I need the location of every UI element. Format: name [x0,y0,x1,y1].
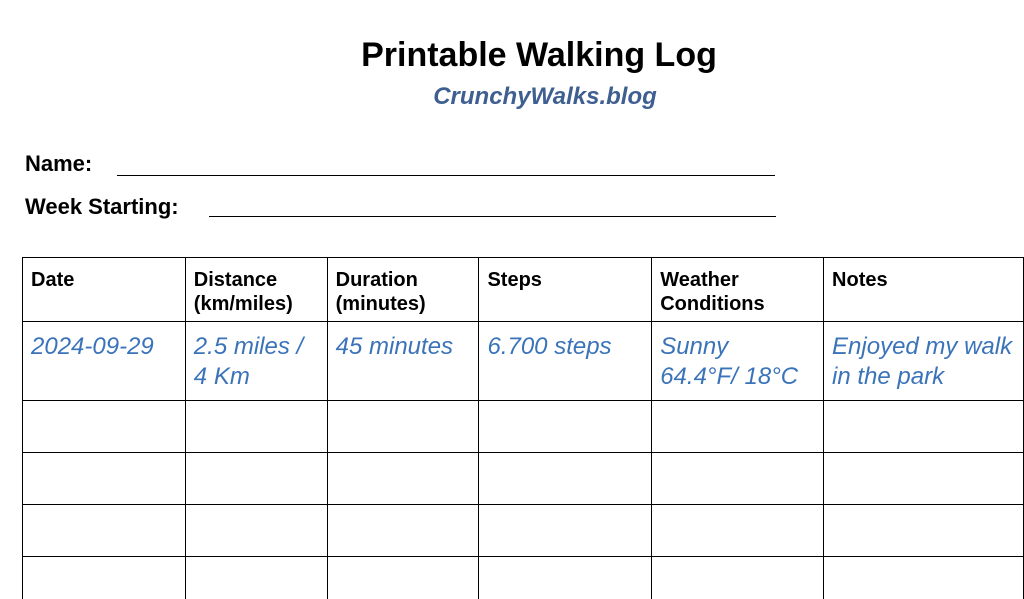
page-title: Printable Walking Log [361,36,717,74]
table-row [23,401,1024,453]
column-header-steps: Steps [479,258,652,322]
column-header-weather: Weather Conditions [652,258,824,322]
distance-cell[interactable] [185,401,327,453]
weather-cell[interactable] [652,401,824,453]
distance-cell[interactable] [185,557,327,599]
steps-cell[interactable] [479,453,652,505]
steps-cell[interactable] [479,401,652,453]
date-cell[interactable] [23,557,186,599]
duration-cell[interactable] [327,453,479,505]
column-header-duration: Duration (minutes) [327,258,479,322]
distance-cell[interactable]: 2.5 miles / 4 Km [185,322,327,401]
week-starting-label: Week Starting: [25,194,179,219]
column-header-date: Date [23,258,186,322]
column-header-distance: Distance (km/miles) [185,258,327,322]
date-cell[interactable]: 2024-09-29 [23,322,186,401]
table-row [23,453,1024,505]
name-label: Name: [25,151,93,176]
date-cell[interactable] [23,401,186,453]
notes-cell[interactable] [824,557,1024,599]
notes-cell[interactable] [824,453,1024,505]
notes-cell[interactable] [824,505,1024,557]
weather-cell[interactable] [652,557,824,599]
duration-cell[interactable] [327,401,479,453]
steps-cell[interactable]: 6.700 steps [479,322,652,401]
duration-cell[interactable]: 45 minutes [327,322,479,401]
week-starting-field[interactable] [209,216,776,217]
weather-cell[interactable] [652,505,824,557]
weather-cell[interactable] [652,453,824,505]
date-cell[interactable] [23,453,186,505]
walking-log-table [22,257,1024,599]
column-header-notes: Notes [824,258,1024,322]
table-row [23,557,1024,599]
duration-cell[interactable] [327,505,479,557]
steps-cell[interactable] [479,557,652,599]
date-cell[interactable] [23,505,186,557]
duration-cell[interactable] [327,557,479,599]
notes-cell[interactable] [824,401,1024,453]
notes-cell[interactable]: Enjoyed my walk in the park [824,322,1024,401]
site-link[interactable]: CrunchyWalks.blog [433,83,657,110]
table-row [23,505,1024,557]
name-field[interactable] [117,175,775,176]
distance-cell[interactable] [185,505,327,557]
weather-cell[interactable]: Sunny 64.4°F/ 18°C [652,322,824,401]
table-header-row [23,258,1024,322]
distance-cell[interactable] [185,453,327,505]
table-row [23,322,1024,401]
steps-cell[interactable] [479,505,652,557]
